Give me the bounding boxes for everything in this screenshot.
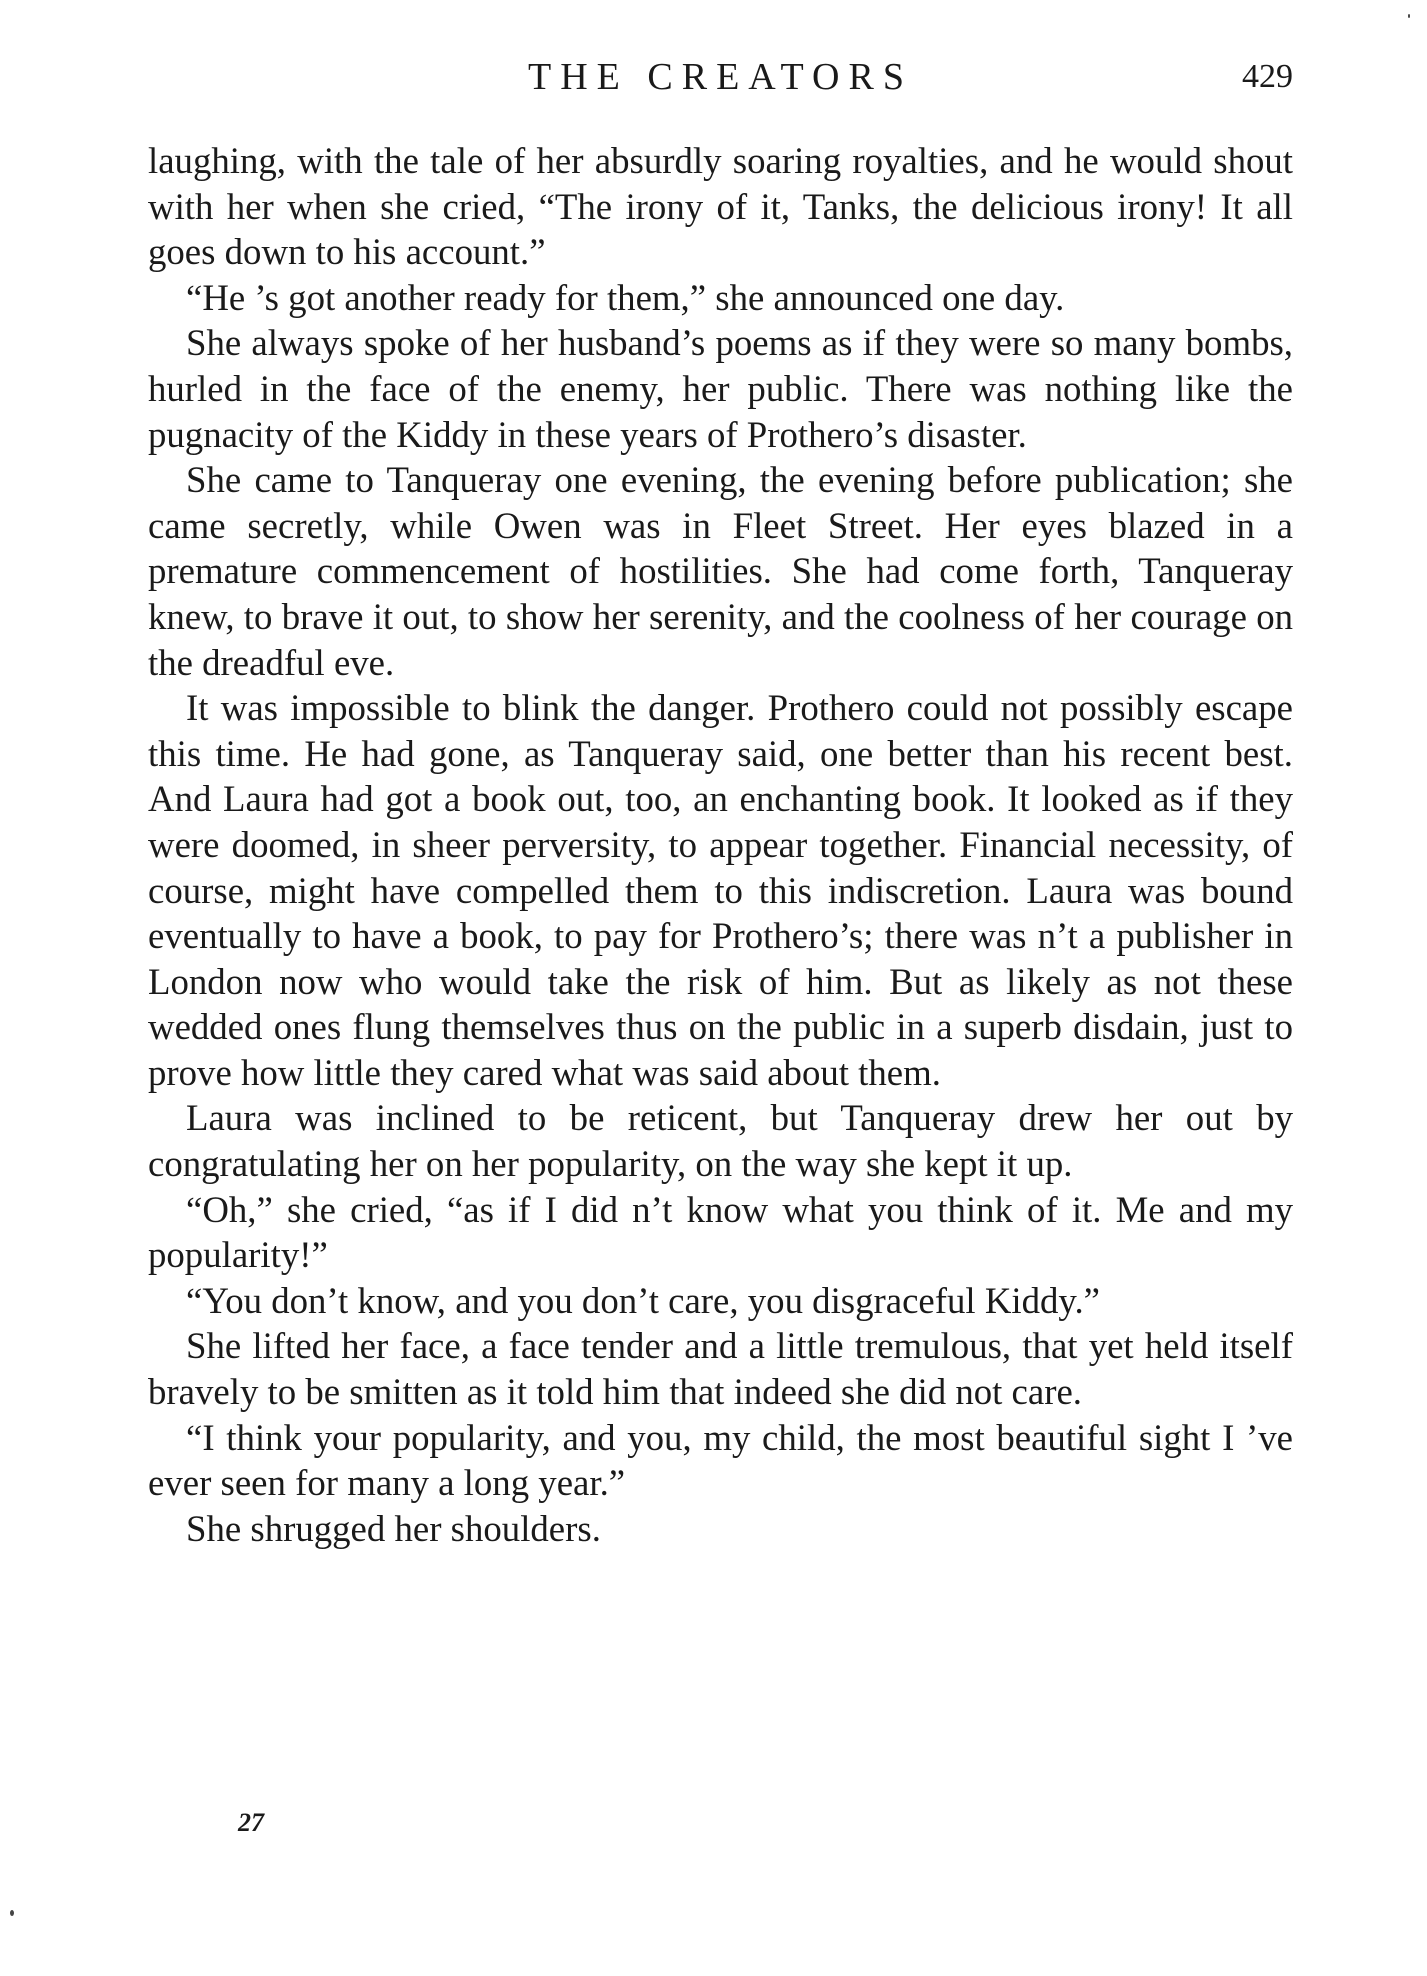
print-speck — [10, 1910, 14, 1916]
paragraph: laughing, with the tale of her absurdly soaring royalties, and he would shout with her when she cried, “The irony of it, Tanks, the delicious irony! It all goes down to his account.” — [148, 140, 1293, 273]
paragraph: Laura was inclined to be reticent, but Tanqueray drew her out by congratulating her on her popularity, on the way she kept it up. — [148, 1097, 1293, 1185]
paragraph: She shrugged her shoulders. — [186, 1507, 601, 1549]
signature-mark: 27 — [238, 1808, 264, 1837]
paragraph: “I think your popularity, and you, my child, the most beautiful sight I ’ve ever seen for many a long year.” — [148, 1416, 1293, 1504]
body-text — [148, 138, 1293, 1551]
page-number: 429 — [1242, 58, 1293, 95]
running-title: THE CREATORS — [528, 56, 913, 98]
paragraph: “Oh,” she cried, “as if I did n’t know what you think of it. Me and my popularity!” — [148, 1188, 1293, 1276]
paragraph: “He ’s got another ready for them,” she announced one day. — [186, 276, 1065, 318]
paragraph: She lifted her face, a face tender and a little tremulous, that yet held itself bravely to be smitten as it told him that indeed she did not care. — [148, 1325, 1293, 1413]
running-head — [148, 52, 1293, 102]
paragraph: “You don’t know, and you don’t care, you disgraceful Kiddy.” — [186, 1279, 1100, 1321]
paragraph: She came to Tanqueray one evening, the evening before publication; she came secretly, while Owen was in Fleet Street. Her eyes blazed in a premature commencement of hostilities. She had come forth, Tanqueray knew, to brave it out, to show her serenity, and the coolness of her courage on the dreadful eve. — [148, 459, 1293, 683]
print-speck — [1408, 14, 1410, 18]
paragraph: It was impossible to blink the danger. Prothero could not possibly escape this time. He had gone, as Tanqueray said, one better than his recent best. And Laura had got a book out, too, an enchanting book. It looked as if they were doomed, in sheer perversity, to appear together. Financial necessity, of course, might have compelled them to this indiscretion. Laura was bound eventually to have a book, to pay for Prothero’s; there was n’t a publisher in London now who would take the risk of him. But as likely as not these wedded ones flung themselves thus on the public in a superb disdain, just to prove how little they cared what was said about them. — [148, 687, 1293, 1093]
paragraph: She always spoke of her husband’s poems as if they were so many bombs, hurled in the face of the enemy, her public. There was nothing like the pugnacity of the Kiddy in these years of Prothero’s disaster. — [148, 322, 1293, 455]
